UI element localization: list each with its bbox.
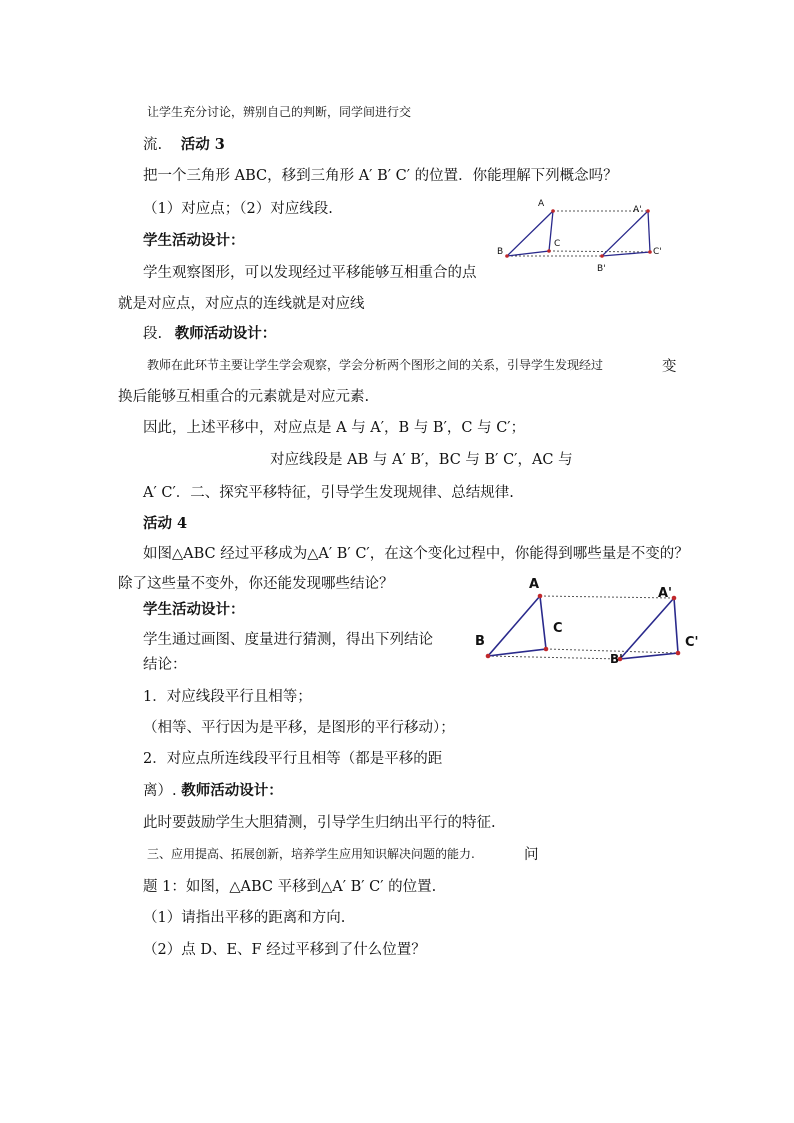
- triangle-a1b1c1: [602, 211, 650, 256]
- section-heading: 教师活动设计：: [181, 782, 283, 799]
- paragraph-line: 此时要鼓励学生大胆猜测，引导学生归纳出平行的特征.: [143, 815, 496, 831]
- label-b: B: [475, 634, 485, 649]
- point-c1: [648, 250, 652, 254]
- triangle-a1b1c1: [620, 598, 678, 659]
- translation-figure-large: [470, 570, 710, 670]
- paragraph-line: 三、应用提高、拓展创新，培养学生应用知识解决问题的能力.: [147, 847, 475, 861]
- paragraph-line: [143, 779, 283, 800]
- label-a1: A': [633, 205, 642, 215]
- label-b: B: [497, 247, 504, 257]
- label-c1: C': [685, 635, 699, 650]
- paragraph-line: 把一个三角形 ABC，移到三角形 A′ B′ C′ 的位置．你能理解下列概念吗？: [143, 168, 618, 184]
- paragraph-line: （1）请指出平移的距离和方向.: [143, 910, 346, 926]
- paragraph-line: 1．对应线段平行且相等；: [143, 689, 312, 705]
- label-a: A: [529, 577, 540, 592]
- section-heading: 学生活动设计：: [143, 601, 245, 618]
- text-fragment: 段.: [143, 326, 163, 342]
- label-c: C: [554, 239, 561, 249]
- point-c: [547, 249, 551, 253]
- dotted-connector-aa1: [540, 596, 674, 598]
- paragraph-line: 2．对应点所连线段平行且相等（都是平移的距: [143, 751, 443, 767]
- point-a: [538, 594, 543, 599]
- point-b: [505, 254, 509, 258]
- label-b1: B': [597, 264, 606, 274]
- dotted-connector-cc1: [549, 251, 650, 252]
- paragraph-line: 让学生充分讨论，辨别自己的判断，同学间进行交: [147, 105, 412, 119]
- label-a1: A': [658, 586, 673, 601]
- point-c1: [676, 651, 681, 656]
- paragraph-line: [143, 133, 225, 154]
- text-fragment: 变: [662, 359, 677, 375]
- paragraph-line: [143, 322, 276, 343]
- dotted-connector-bb1: [488, 656, 620, 659]
- paragraph-line: 因此，上述平移中，对应点是 A 与 A′，B 与 B′，C 与 C′；: [143, 420, 526, 436]
- paragraph-line: （相等、平行因为是平移，是图形的平行移动）；: [143, 720, 455, 736]
- point-a1: [646, 209, 650, 213]
- label-a: A: [538, 199, 545, 209]
- point-b: [486, 654, 491, 659]
- paragraph-line: 学生通过画图、度量进行猜测，得出下列结论: [143, 632, 433, 648]
- activity-heading: 活动 4: [143, 515, 188, 532]
- point-c: [544, 647, 549, 652]
- section-heading: 教师活动设计：: [174, 325, 277, 342]
- triangle-abc: [488, 596, 546, 656]
- label-b1: B': [610, 652, 623, 666]
- paragraph-line: （2）点 D、E、F 经过平移到了什么位置？: [143, 942, 426, 958]
- point-a1: [672, 596, 677, 601]
- paragraph-line: 教师在此环节主要让学生学会观察，学会分析两个图形之间的关系，引导学生发现经过: [147, 358, 604, 372]
- label-c: C: [553, 621, 563, 636]
- paragraph-line: 题 1：如图，△ABC 平移到△A′ B′ C′ 的位置.: [143, 879, 437, 895]
- activity-heading: 活动 3: [180, 136, 225, 153]
- point-b1: [600, 254, 604, 258]
- triangle-abc: [507, 211, 553, 256]
- paragraph-line: 换后能够互相重合的元素就是对应元素.: [118, 389, 370, 405]
- point-a: [551, 209, 555, 213]
- paragraph-line: 对应线段是 AB 与 A′ B′，BC 与 B′ C′，AC 与: [270, 452, 573, 468]
- text-fragment: 离）.: [143, 783, 177, 799]
- label-c1: C': [653, 247, 662, 257]
- text-fragment: 流.: [143, 137, 163, 153]
- paragraph-line: A′ C′．二、探究平移特征，引导学生发现规律、总结规律.: [143, 485, 514, 501]
- paragraph-line: 学生观察图形，可以发现经过平移能够互相重合的点: [143, 265, 477, 281]
- paragraph-line: （1）对应点；（2）对应线段.: [143, 201, 333, 217]
- text-fragment: 问: [524, 847, 539, 863]
- paragraph-line: 就是对应点，对应点的连线就是对应线: [118, 296, 365, 312]
- paragraph-line: 除了这些量不变外，你还能发现哪些结论？: [118, 576, 394, 592]
- paragraph-line: 结论：: [143, 657, 187, 673]
- paragraph-line: 如图△ABC 经过平移成为△A′ B′ C′，在这个变化过程中，你能得到哪些量是不变的？: [143, 546, 689, 562]
- section-heading: 学生活动设计：: [143, 232, 245, 249]
- translation-figure-small: [490, 195, 680, 275]
